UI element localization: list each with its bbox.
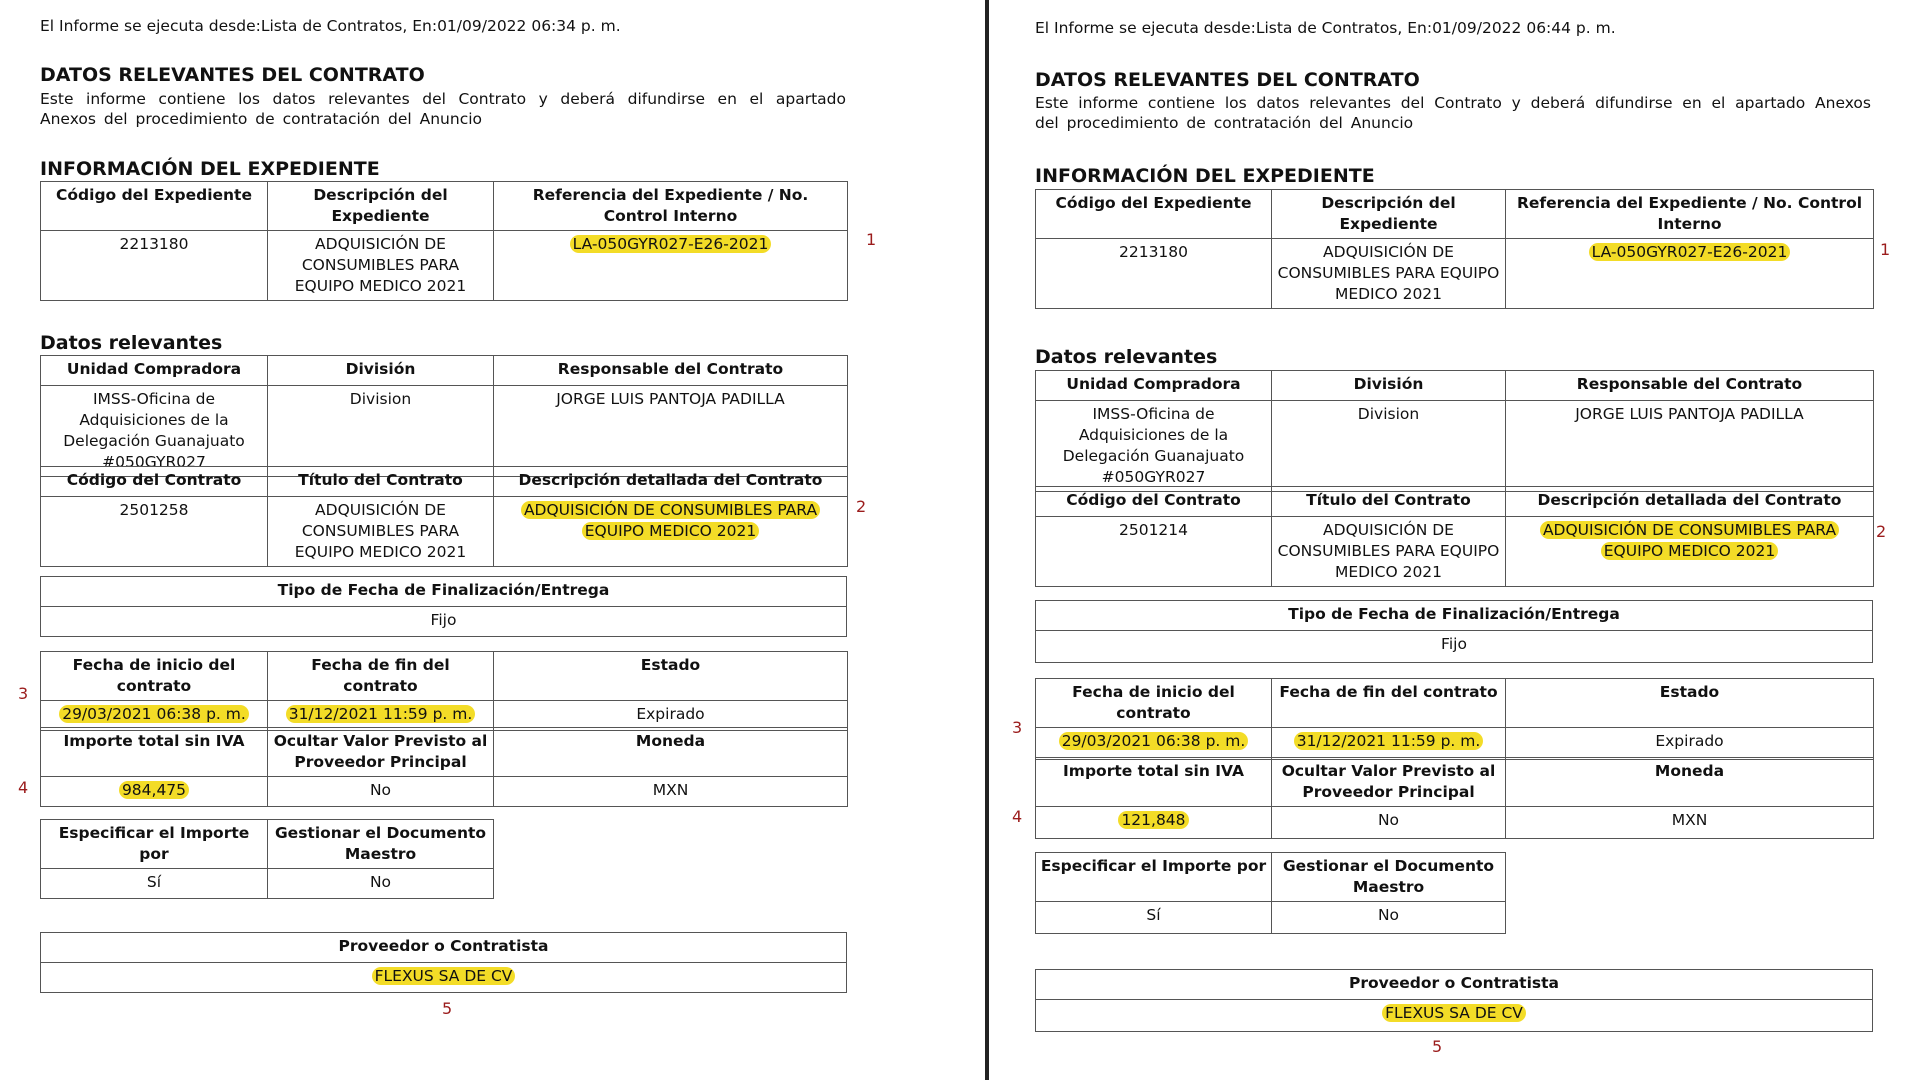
referencia-expediente: LA-050GYR027-E26-2021	[1589, 243, 1791, 261]
titulo-contrato: ADQUISICIÓN DE CONSUMIBLES PARA EQUIPO MEDICO 2021	[1272, 517, 1506, 587]
header-ocultar-valor: Ocultar Valor Previsto al Proveedor Principal	[268, 728, 494, 777]
codigo-contrato: 2501214	[1036, 517, 1272, 587]
importe-total: 984,475	[119, 781, 189, 799]
responsable: JORGE LUIS PANTOJA PADILLA	[494, 386, 848, 477]
expediente-section-title: INFORMACIÓN DEL EXPEDIENTE	[40, 158, 380, 180]
report-meta: El Informe se ejecuta desde:Lista de Contratos, En:01/09/2022 06:34 p. m.	[40, 17, 621, 35]
header-fecha-inicio: Fecha de inicio del contrato	[41, 652, 268, 701]
titulo-contrato: ADQUISICIÓN DE CONSUMIBLES PARA EQUIPO MEDICO 2021	[268, 497, 494, 567]
relevantes-section-title: Datos relevantes	[40, 332, 223, 354]
importe-table	[40, 727, 848, 807]
referencia-expediente-cell	[494, 231, 848, 301]
header-moneda: Moneda	[494, 728, 848, 777]
especificar-importe: Sí	[41, 869, 268, 899]
unidad-table	[40, 355, 848, 477]
codigo-expediente: 2213180	[41, 231, 268, 301]
header-gestionar-documento: Gestionar el Documento Maestro	[1272, 853, 1506, 902]
fecha-fin-cell	[268, 701, 494, 731]
unidad-compradora: IMSS-Oficina de Adquisiciones de la Delegación Guanajuato #050GYR027	[41, 386, 268, 477]
tipo-fecha: Fijo	[41, 607, 847, 637]
ocultar-valor: No	[268, 777, 494, 807]
report-title: DATOS RELEVANTES DEL CONTRATO	[1035, 69, 1420, 91]
header-division: División	[268, 356, 494, 386]
header-importe: Importe total sin IVA	[41, 728, 268, 777]
referencia-expediente-cell	[1506, 239, 1874, 309]
header-descripcion-expediente: Descripción del Expediente	[1272, 190, 1506, 239]
unidad-compradora: IMSS-Oficina de Adquisiciones de la Delegación Guanajuato #050GYR027	[1036, 401, 1272, 492]
header-tipo-fecha: Tipo de Fecha de Finalización/Entrega	[41, 577, 847, 607]
fecha-inicio-cell	[1036, 728, 1272, 760]
descripcion-contrato-cell	[1506, 517, 1874, 587]
importe-cell	[41, 777, 268, 807]
relevantes-section-title: Datos relevantes	[1035, 346, 1218, 368]
report-intro: Este informe contiene los datos relevantes del Contrato y deberá difundirse en el apartado Anexos del procedimiento de contratación del Anuncio	[40, 90, 846, 128]
referencia-expediente: LA-050GYR027-E26-2021	[570, 235, 772, 253]
marker-4: 4	[18, 778, 29, 797]
header-descripcion-contrato: Descripción detallada del Contrato	[1506, 487, 1874, 517]
header-referencia-expediente: Referencia del Expediente / No. Control Interno	[494, 182, 848, 231]
marker-2: 2	[856, 497, 867, 516]
moneda: MXN	[1506, 807, 1874, 839]
report-title: DATOS RELEVANTES DEL CONTRATO	[40, 64, 425, 86]
codigo-contrato: 2501258	[41, 497, 268, 567]
header-responsable: Responsable del Contrato	[1506, 371, 1874, 401]
fecha-fin: 31/12/2021 11:59 p. m.	[1294, 732, 1484, 750]
contrato-table	[1035, 486, 1874, 587]
especificar-importe: Sí	[1036, 902, 1272, 934]
descripcion-contrato: ADQUISICIÓN DE CONSUMIBLES PARA EQUIPO MEDICO 2021	[521, 501, 820, 540]
marker-1: 1	[1880, 240, 1891, 259]
header-proveedor: Proveedor o Contratista	[1036, 970, 1873, 1000]
division: Division	[1272, 401, 1506, 492]
header-estado: Estado	[1506, 679, 1874, 728]
marker-3: 3	[1012, 718, 1023, 737]
header-codigo-contrato: Código del Contrato	[41, 467, 268, 497]
fecha-inicio: 29/03/2021 06:38 p. m.	[1059, 732, 1249, 750]
descripcion-expediente: ADQUISICIÓN DE CONSUMIBLES PARA EQUIPO MEDICO 2021	[1272, 239, 1506, 309]
header-titulo-contrato: Título del Contrato	[1272, 487, 1506, 517]
fecha-inicio: 29/03/2021 06:38 p. m.	[59, 705, 249, 723]
page-divider	[985, 0, 989, 1080]
expediente-section-title: INFORMACIÓN DEL EXPEDIENTE	[1035, 165, 1375, 187]
report-meta: El Informe se ejecuta desde:Lista de Contratos, En:01/09/2022 06:44 p. m.	[1035, 19, 1616, 37]
header-gestionar-documento: Gestionar el Documento Maestro	[268, 820, 494, 869]
header-unidad-compradora: Unidad Compradora	[1036, 371, 1272, 401]
proveedor: FLEXUS SA DE CV	[1382, 1004, 1526, 1022]
moneda: MXN	[494, 777, 848, 807]
report-page-left	[18, 0, 877, 1080]
estado: Expirado	[494, 701, 848, 731]
fecha-fin: 31/12/2021 11:59 p. m.	[286, 705, 476, 723]
header-estado: Estado	[494, 652, 848, 701]
header-especificar-importe: Especificar el Importe por	[1036, 853, 1272, 902]
report-intro: Este informe contiene los datos relevantes del Contrato y deberá difundirse en el apartado Anexos del procedimiento de contratación del Anuncio	[1035, 94, 1871, 132]
descripcion-expediente: ADQUISICIÓN DE CONSUMIBLES PARA EQUIPO MEDICO 2021	[268, 231, 494, 301]
division: Division	[268, 386, 494, 477]
marker-5: 5	[442, 999, 453, 1018]
especificar-table	[1035, 852, 1506, 934]
report-page-right	[1012, 0, 1891, 1080]
fechas-table	[40, 651, 848, 731]
header-fecha-fin: Fecha de fin del contrato	[1272, 679, 1506, 728]
gestionar-documento: No	[268, 869, 494, 899]
marker-3: 3	[18, 684, 29, 703]
header-codigo-expediente: Código del Expediente	[41, 182, 268, 231]
codigo-expediente: 2213180	[1036, 239, 1272, 309]
especificar-table	[40, 819, 494, 899]
header-especificar-importe: Especificar el Importe por	[41, 820, 268, 869]
responsable: JORGE LUIS PANTOJA PADILLA	[1506, 401, 1874, 492]
ocultar-valor: No	[1272, 807, 1506, 839]
unidad-table	[1035, 370, 1874, 492]
descripcion-contrato: ADQUISICIÓN DE CONSUMIBLES PARA EQUIPO MEDICO 2021	[1540, 521, 1839, 560]
proveedor-table	[40, 932, 847, 993]
importe-table	[1035, 757, 1874, 839]
marker-4: 4	[1012, 807, 1023, 826]
proveedor-table	[1035, 969, 1873, 1032]
marker-2: 2	[1876, 522, 1887, 541]
header-fecha-fin: Fecha de fin del contrato	[268, 652, 494, 701]
expediente-table	[1035, 189, 1874, 309]
importe-cell	[1036, 807, 1272, 839]
fecha-fin-cell	[1272, 728, 1506, 760]
proveedor: FLEXUS SA DE CV	[372, 967, 516, 985]
header-moneda: Moneda	[1506, 758, 1874, 807]
importe-total: 121,848	[1118, 811, 1188, 829]
header-codigo-contrato: Código del Contrato	[1036, 487, 1272, 517]
header-tipo-fecha: Tipo de Fecha de Finalización/Entrega	[1036, 601, 1873, 631]
marker-5: 5	[1432, 1037, 1443, 1056]
marker-1: 1	[866, 230, 877, 249]
header-proveedor: Proveedor o Contratista	[41, 933, 847, 963]
header-referencia-expediente: Referencia del Expediente / No. Control Interno	[1506, 190, 1874, 239]
tipo-fecha: Fijo	[1036, 631, 1873, 663]
header-importe: Importe total sin IVA	[1036, 758, 1272, 807]
tipo-fecha-table	[1035, 600, 1873, 663]
proveedor-cell	[1036, 1000, 1873, 1032]
header-codigo-expediente: Código del Expediente	[1036, 190, 1272, 239]
header-fecha-inicio: Fecha de inicio del contrato	[1036, 679, 1272, 728]
tipo-fecha-table	[40, 576, 847, 637]
fecha-inicio-cell	[41, 701, 268, 731]
header-descripcion-expediente: Descripción del Expediente	[268, 182, 494, 231]
gestionar-documento: No	[1272, 902, 1506, 934]
estado: Expirado	[1506, 728, 1874, 760]
header-ocultar-valor: Ocultar Valor Previsto al Proveedor Principal	[1272, 758, 1506, 807]
header-division: División	[1272, 371, 1506, 401]
contrato-table	[40, 466, 848, 567]
header-titulo-contrato: Título del Contrato	[268, 467, 494, 497]
fechas-table	[1035, 678, 1874, 760]
header-descripcion-contrato: Descripción detallada del Contrato	[494, 467, 848, 497]
descripcion-contrato-cell	[494, 497, 848, 567]
header-unidad-compradora: Unidad Compradora	[41, 356, 268, 386]
expediente-table	[40, 181, 848, 301]
header-responsable: Responsable del Contrato	[494, 356, 848, 386]
proveedor-cell	[41, 963, 847, 993]
